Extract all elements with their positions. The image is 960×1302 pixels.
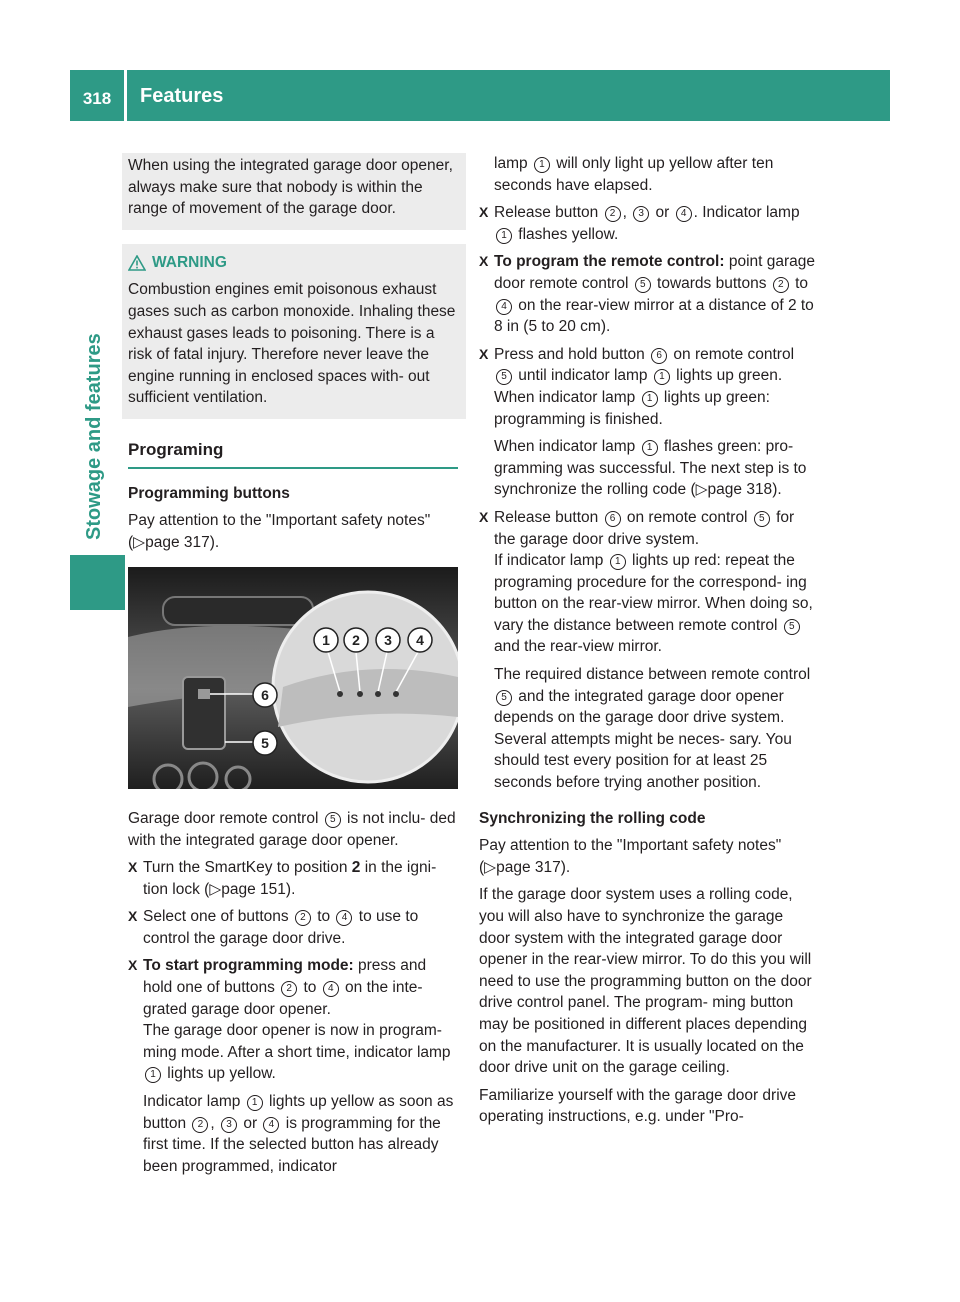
callout-1-icon: 1 bbox=[145, 1067, 161, 1083]
page-ref-link[interactable]: page 317 bbox=[145, 533, 210, 551]
photo-callout-2: 2 bbox=[352, 632, 360, 649]
warning-title: WARNING bbox=[152, 253, 227, 271]
step-start-programming: X To start programming mode: press and hold one of buttons 2 to 4 on the inte- grated garage door opener. The garage door opener is now in program- ming mode. After a short time, indicator lamp 1 lights up yellow. Indicator lamp 1 lights up yellow as soon as button 2 , 3 or 4 is programming for the first time. If the selected button has already been programmed, indicator bbox=[128, 957, 454, 1175]
warning-box bbox=[122, 244, 466, 419]
callout-1-icon: 1 bbox=[610, 554, 626, 570]
header-divider bbox=[124, 70, 127, 121]
step-arrow-icon: X bbox=[479, 253, 489, 270]
continued-text: lamp 1 will only light up yellow after ten seconds have elapsed. bbox=[494, 155, 774, 194]
callout-2-icon: 2 bbox=[281, 981, 297, 997]
callout-2-icon: 2 bbox=[295, 910, 311, 926]
step-arrow-icon: X bbox=[128, 859, 138, 876]
left-column bbox=[128, 153, 458, 1177]
step-arrow-icon: X bbox=[479, 345, 489, 362]
step-arrow-icon: X bbox=[128, 957, 138, 974]
sync-intro: Pay attention to the "Important safety notes" (▷page 317). bbox=[479, 837, 782, 876]
step-press-hold: X Press and hold button 6 on remote control 5 until indicator lamp 1 lights up green. When indicator lamp 1 lights up green: programming is finished. When indicator lamp 1 flashes green: pro- gramming was successful. The next step is to synchronize the rolling code (▷page 318). bbox=[479, 345, 807, 499]
callout-4-icon: 4 bbox=[336, 910, 352, 926]
step-release-button: X Release button 2 , 3 or 4 . Indicator lamp 1 flashes yellow. bbox=[479, 204, 800, 243]
callout-5-icon: 5 bbox=[635, 277, 651, 293]
callout-4-icon: 4 bbox=[323, 981, 339, 997]
step-select-button: X Select one of buttons 2 to 4 to use to control the garage door drive. bbox=[128, 908, 419, 947]
warning-heading bbox=[128, 252, 460, 274]
page-ref-link[interactable]: page 318 bbox=[707, 481, 773, 499]
callout-1-icon: 1 bbox=[247, 1095, 263, 1111]
programing-heading: Programing bbox=[128, 439, 458, 469]
step-arrow-icon: X bbox=[479, 204, 489, 221]
step-turn-key: X Turn the SmartKey to position 2 in the igni- tion lock (▷page 151). bbox=[128, 859, 437, 898]
callout-4-icon: 4 bbox=[263, 1117, 279, 1133]
mirror-photo bbox=[128, 567, 458, 789]
page-ref-link[interactable]: page 317 bbox=[496, 858, 561, 876]
callout-1-icon: 1 bbox=[496, 228, 512, 244]
photo-callout-6: 6 bbox=[261, 687, 269, 704]
callout-6-icon: 6 bbox=[651, 348, 667, 364]
sync-heading: Synchronizing the rolling code bbox=[479, 809, 706, 827]
page-number: 318 bbox=[82, 89, 112, 108]
step-release-remote: X Release button 6 on remote control 5 for the garage door drive system. If indicator lamp 1 lights up red: repeat the programing procedure for the correspond- ing button on the rear-view mirror. When doing so, vary the distance between remote control 5 and the rear-view mirror. The required distance between remote control 5 and the integrated garage door opener depends on the garage door drive system. Several attempts might be neces- sary. You should test every position for at least 25 seconds before trying another position. bbox=[479, 508, 813, 792]
page-ref-arrow-icon: ▷ bbox=[484, 858, 497, 876]
page-ref-arrow-icon: ▷ bbox=[209, 880, 222, 898]
callout-2-icon: 2 bbox=[605, 206, 621, 222]
callout-4-icon: 4 bbox=[676, 206, 692, 222]
remote-note: Garage door remote control 5 is not inclu- ded with the integrated garage door opener. bbox=[128, 809, 456, 849]
callout-1-icon: 1 bbox=[642, 440, 658, 456]
callout-6-icon: 6 bbox=[605, 511, 621, 527]
callout-5-icon: 5 bbox=[496, 369, 512, 385]
page-ref-arrow-icon: ▷ bbox=[695, 481, 708, 499]
page-ref-arrow-icon: ▷ bbox=[133, 533, 146, 551]
warning-text: Combustion engines emit poisonous exhaust gases such as carbon monoxide. Inhaling these exhaust gases leads to poisoning. There is a risk of fatal injury. Therefore never leave the engine running in enclosed spaces with- out sufficient ventilation. bbox=[128, 281, 456, 407]
sync-paragraph-2: Familiarize yourself with the garage door drive operating instructions, e.g. under "Pro- bbox=[479, 1086, 797, 1126]
photo-callout-5: 5 bbox=[261, 735, 269, 752]
callout-1-icon: 1 bbox=[534, 157, 550, 173]
step-arrow-icon: X bbox=[128, 908, 138, 925]
page-ref-link[interactable]: page 151 bbox=[221, 880, 286, 898]
callout-5-icon: 5 bbox=[784, 619, 800, 635]
callout-3-icon: 3 bbox=[633, 206, 649, 222]
warning-triangle-icon bbox=[128, 255, 146, 271]
programming-buttons-heading: Programming buttons bbox=[128, 484, 290, 502]
callout-5-icon: 5 bbox=[496, 690, 512, 706]
intro-paragraph: Pay attention to the "Important safety notes" (▷page 317). bbox=[128, 512, 431, 551]
photo-callout-1: 1 bbox=[322, 632, 330, 649]
photo-callout-4: 4 bbox=[416, 632, 424, 649]
callout-1-icon: 1 bbox=[642, 391, 658, 407]
step-program-remote: X To program the remote control: point garage door remote control 5 towards buttons 2 to 4 on the rear-view mirror at a distance of 2 to 8 in (5 to 20 cm). bbox=[479, 253, 816, 336]
side-tab-block bbox=[70, 555, 125, 610]
sync-paragraph: If the garage door system uses a rolling code, you will also have to synchronize the garage door system with the integrated garage door opener in the rear-view mirror. To do this you will need to use the programming button on the door drive control panel. The program- ming button may be positioned in different places depending on the manufacturer. It is usually located on the door drive unit on the garage ceiling. bbox=[479, 886, 812, 1077]
right-column bbox=[479, 153, 815, 1128]
section-title: Features bbox=[140, 85, 224, 107]
callout-1-icon: 1 bbox=[654, 369, 670, 385]
callout-5-icon: 5 bbox=[325, 812, 341, 828]
step-arrow-icon: X bbox=[479, 508, 489, 525]
callout-2-icon: 2 bbox=[192, 1117, 208, 1133]
callout-2-icon: 2 bbox=[773, 277, 789, 293]
side-tab-label: Stowage and features bbox=[83, 333, 105, 540]
photo-callout-3: 3 bbox=[384, 632, 392, 649]
callout-4-icon: 4 bbox=[496, 299, 512, 315]
note-box bbox=[122, 153, 466, 230]
callout-5-icon: 5 bbox=[754, 511, 770, 527]
callout-3-icon: 3 bbox=[221, 1117, 237, 1133]
note-text: When using the integrated garage door opener, always make sure that nobody is within the range of movement of the garage door. bbox=[128, 157, 453, 218]
